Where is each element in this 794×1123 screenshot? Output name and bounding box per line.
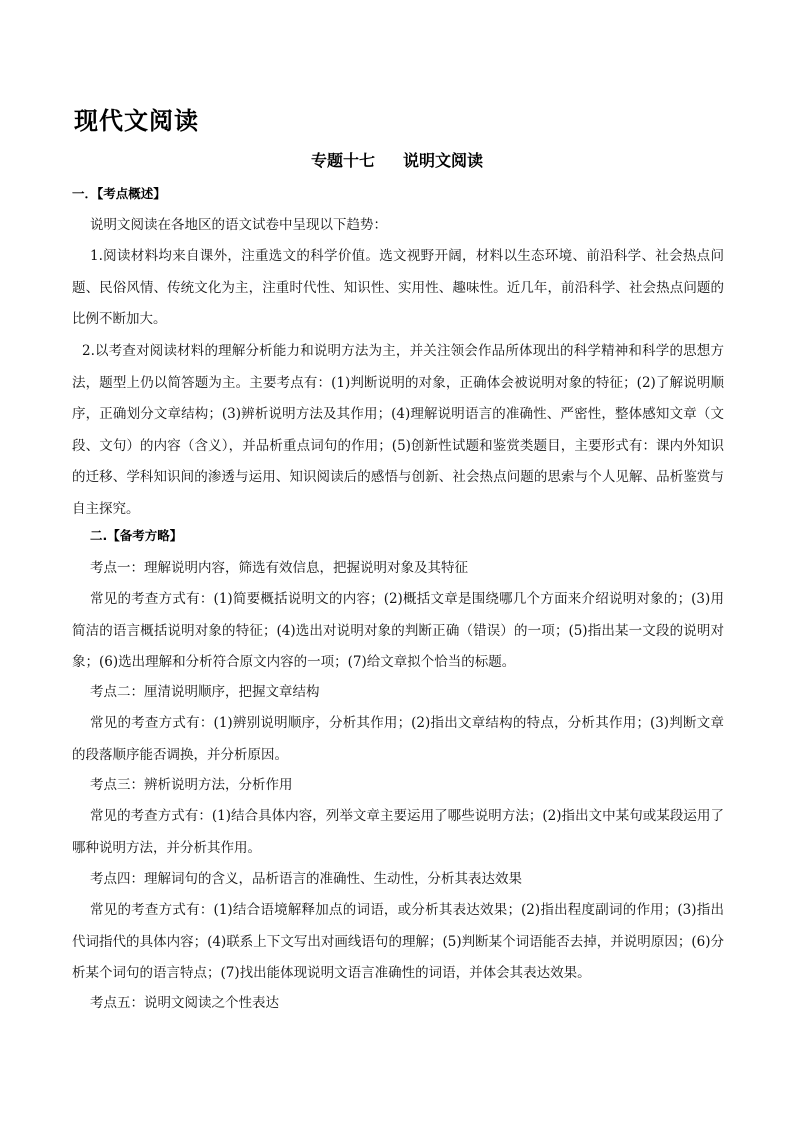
section-2-heading: 二.【备考方略】 [90,528,183,543]
point-1-body: 常见的考查方式有：(1)简要概括说明文的内容；(2)概括文章是围绕哪几个方面来介绍说明对象的；(3)用简洁的语言概括说明对象的特征；(4)选出对说明对象的判断正确（错误）的一项；(5)指出某一文段的说明对象；(6)选出理解和分析符合原文内容的一项；(7)给文章拟个恰当的标题。 [72,591,724,670]
point-2-title: 考点二：厘清说明顺序，把握文章结构 [90,684,320,700]
point-3-title: 考点三：辨析说明方法，分析作用 [90,777,293,793]
point-3-body: 常见的考查方式有：(1)结合具体内容，列举文章主要运用了哪些说明方法；(2)指出文中某句或某段运用了哪种说明方法，并分析其作用。 [72,808,724,856]
main-title: 现代文阅读 [74,107,199,135]
point-4-body: 常见的考查方式有：(1)结合语境解释加点的词语，或分析其表达效果；(2)指出程度副词的作用；(3)指出代词指代的具体内容；(4)联系上下文写出对画线语句的理解；(5)判断某个词语能否去掉，并说明原因；(6)分析某个词句的语言特点；(7)找出能体现说明文语言准确性的词语，并体会其表达效果。 [72,902,724,981]
point-4-title: 考点四：理解词句的含义，品析语言的准确性、生动性，分析其表达效果 [90,871,522,887]
trend-1-paragraph: 1.阅读材料均来自课外，注重选文的科学价值。选文视野开阔，材料以生态环境、前沿科学、社会热点问题、民俗风情、传统文化为主，注重时代性、知识性、实用性、趣味性。近几年，前沿科学、社会热点问题的比例不断加大。 [72,248,724,327]
subtitle [0,148,794,171]
subtitle-topic-name: 说明文阅读 [403,151,484,170]
point-2-body: 常见的考查方式有：(1)辨别说明顺序，分析其作用；(2)指出文章结构的特点，分析其作用；(3)判断文章的段落顺序能否调换，并分析原因。 [72,715,724,763]
intro-paragraph: 说明文阅读在各地区的语文试卷中呈现以下趋势： [90,217,387,233]
trend-2-paragraph: 2.以考查对阅读材料的理解分析能力和说明方法为主，并关注领会作品所体现出的科学精神和科学的思想方法，题型上仍以简答题为主。主要考点有：(1)判断说明的对象，正确体会被说明对象的特征；(2)了解说明顺序，正确划分文章结构；(3)辨析说明方法及其作用；(4)理解说明语言的准确性、严密性，整体感知文章（文段、文句）的内容（含义），并品析重点词句的作用；(5)创新性试题和鉴赏类题目，主要形式有：课内外知识的迁移、学科知识间的渗透与运用、知识阅读后的感悟与创新、社会热点问题的思索与个人见解、品析鉴赏与自主探究。 [72,343,724,517]
section-1-heading: 一．【考点概述】 [72,186,166,201]
point-1-title: 考点一：理解说明内容，筛选有效信息，把握说明对象及其特征 [90,560,468,576]
point-5-title: 考点五：说明文阅读之个性表达 [90,995,279,1011]
subtitle-topic-number: 专题十七 [310,151,375,170]
